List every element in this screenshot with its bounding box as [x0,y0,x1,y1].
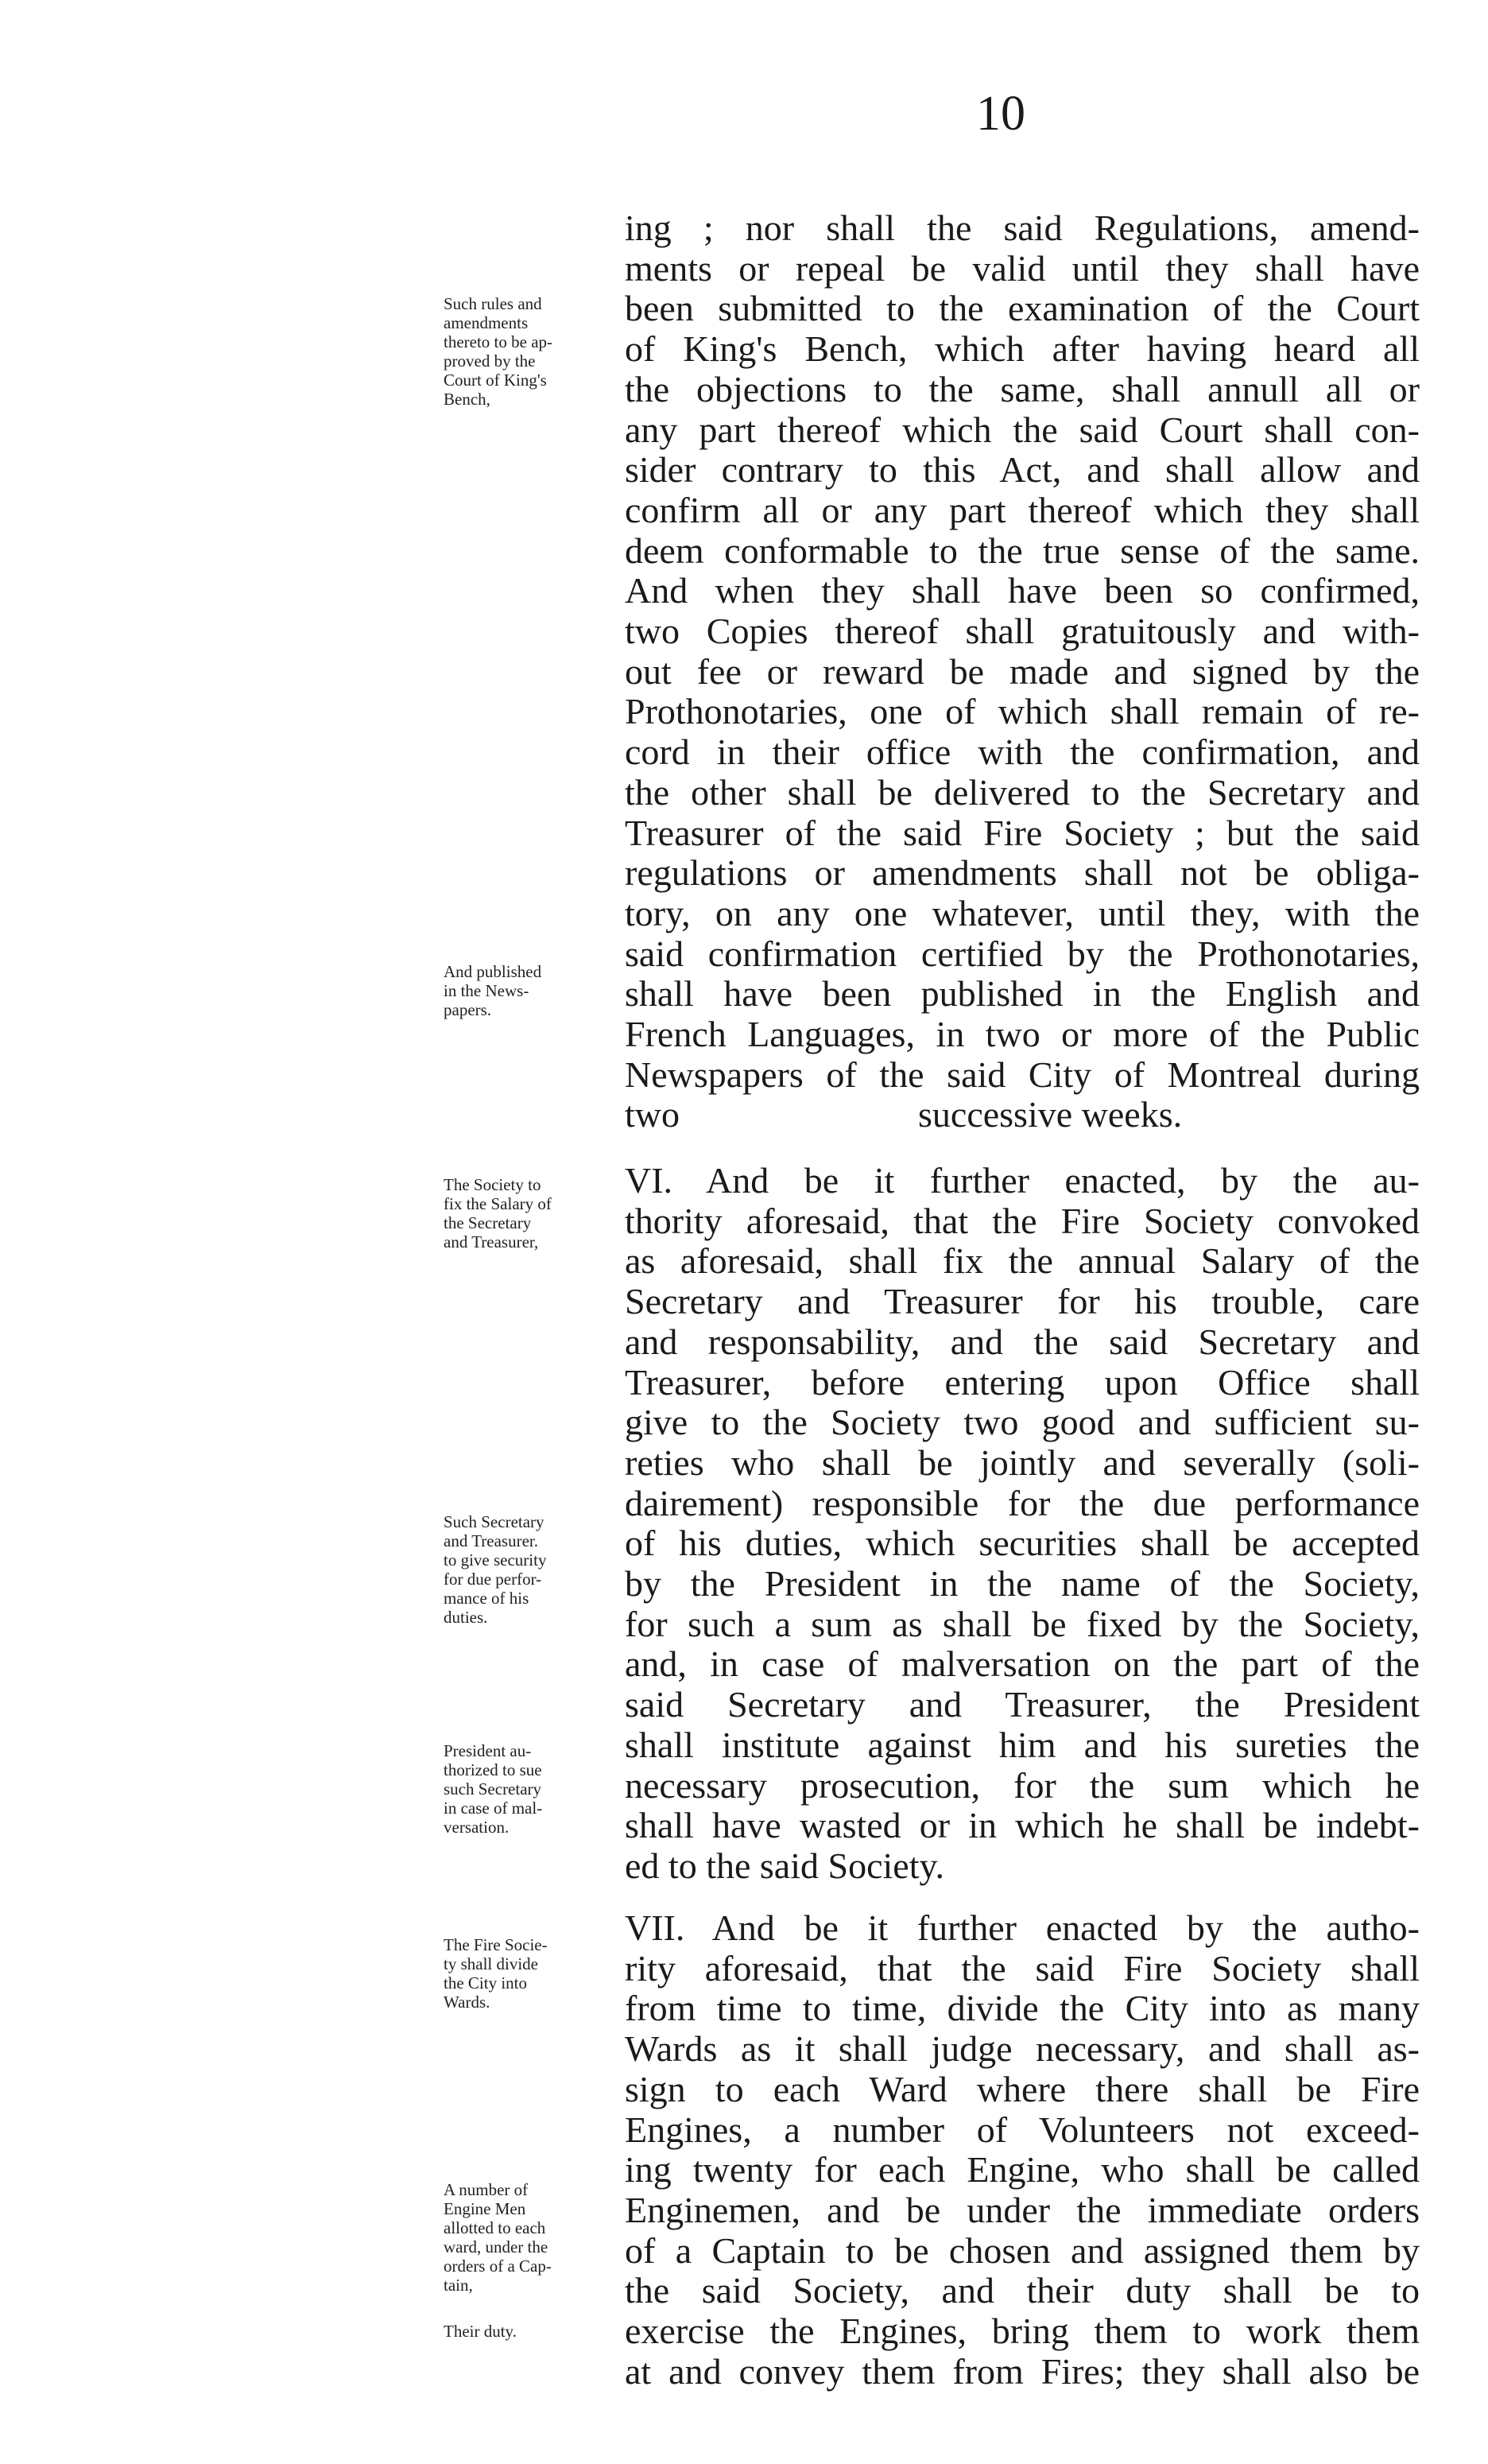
text-line: and, in case of malversation on the part of the [625,1643,1420,1685]
text-line: Treasurer of the said Fire Society ; but the said [625,812,1420,853]
text-line: two Copies thereof shall gratuitously and with- [625,611,1420,652]
text-line: shall institute against him and his sureties the [625,1724,1420,1765]
margin-note-line: amendments [444,313,529,332]
margin-note-line: Their duty. [444,2322,517,2341]
margin-note-line: A number of [444,2180,529,2199]
margin-note-line: ward, under the [444,2237,548,2256]
text-line: sider contrary to this Act, and shall allow and [625,449,1420,491]
margin-note-security [444,1512,610,1627]
margin-note-line: The Society to [444,1175,541,1194]
margin-note-line: papers. [444,1000,492,1019]
text-line: of a Captain to be chosen and assigned them by [625,2229,1420,2271]
margin-note-line: proved by the [444,351,536,371]
margin-note-line: such Secretary [444,1779,542,1799]
text-line: said Secretary and Treasurer, the President [625,1684,1420,1725]
margin-note-enginemen [444,2180,610,2295]
text-line: Prothonotaries, one of which shall remain of re- [625,691,1420,732]
text-line: shall have been published in the English and [625,973,1420,1015]
text-line: been submitted to the examination of the Court [625,288,1420,329]
text-line: any part thereof which the said Court shall con- [625,409,1420,450]
margin-note-line: thorized to sue [444,1760,542,1779]
text-line: dairement) responsible for the due performance [625,1482,1420,1523]
text-line: Newspapers of the said City of Montreal during [625,1054,1420,1095]
margin-note-line: Engine Men [444,2199,526,2218]
margin-note-line: Court of King's [444,371,547,390]
margin-note-line: Bench, [444,390,490,409]
margin-note-line: duties. [444,1608,488,1627]
text-line: reties who shall be jointly and severally (soli- [625,1442,1420,1483]
margin-note-wards [444,1935,610,2012]
text-line: ments or repeal be valid until they shall have [625,247,1420,289]
text-line: cord in their office with the confirmation, and [625,731,1420,773]
text-line: exercise the Engines, bring them to work them [625,2311,1420,2352]
text-line: French Languages, in two or more of the Public [625,1014,1420,1055]
margin-note-rules-approved [444,294,610,409]
text-line: as aforesaid, shall fix the annual Salary of the [625,1240,1420,1282]
text-line: VI. And be it further enacted, by the au- [625,1160,1420,1201]
text-line: deem conformable to the true sense of the same. [625,530,1420,571]
text-line: shall have wasted or in which he shall be indebt- [625,1805,1420,1846]
text-line: Enginemen, and be under the immediate orders [625,2189,1420,2230]
margin-note-line: fix the Salary of [444,1194,552,1213]
text-line: at and convey them from Fires; they shall also be [625,2350,1420,2392]
text-line: of his duties, which securities shall be accepted [625,1523,1420,1564]
margin-note-line: President au- [444,1741,532,1760]
text-line: tory, on any one whatever, until they, with the [625,892,1420,933]
text-line: ing ; nor shall the said Regulations, amend- [625,208,1420,248]
margin-note-line: Wards. [444,1993,490,2012]
text-line: necessary prosecution, for the sum which he [625,1764,1420,1806]
text-line: said confirmation certified by the Prothonotaries, [625,933,1420,974]
text-line: give to the Society two good and sufficient su- [625,1402,1420,1443]
text-line: And when they shall have been so confirmed, [625,570,1420,611]
text-line: Wards as it shall judge necessary, and shall as- [625,2028,1420,2070]
text-line: Treasurer, before entering upon Office shall [625,1361,1420,1403]
continuation-paragraph [625,208,1420,1135]
margin-note-line: the City into [444,1973,527,1993]
margin-note-line: And published [444,962,542,981]
text-line: Secretary and Treasurer for his trouble, care [625,1281,1420,1322]
text-fragment: successive weeks. [918,1094,1183,1135]
text-line: of King's Bench, which after having heard all [625,328,1420,370]
text-line: VII. And be it further enacted by the autho- [625,1907,1420,1948]
text-line: sign to each Ward where there shall be Fire [625,2068,1420,2109]
margin-note-line: Such rules and [444,294,542,313]
margin-note-line: thereto to be ap- [444,332,553,351]
text-line: confirm all or any part thereof which they shall [625,489,1420,530]
text-line: thority aforesaid, that the Fire Society convoked [625,1200,1420,1241]
margin-note-line: mance of his [444,1589,529,1608]
text-line: the said Society, and their duty shall be to [625,2270,1420,2311]
margin-note-line: for due perfor- [444,1570,542,1589]
text-line: by the President in the name of the Society, [625,1563,1420,1605]
section-vii-paragraph [625,1908,1420,2392]
margin-note-line: to give security [444,1550,547,1570]
text-line: the other shall be delivered to the Secretary and [625,771,1420,813]
text-line: regulations or amendments shall not be obliga- [625,852,1420,894]
text-line: out fee or reward be made and signed by the [625,650,1420,692]
text-line: ing twenty for each Engine, who shall be called [625,2149,1420,2190]
text-line: from time to time, divide the City into as many [625,1988,1420,2029]
margin-note-line: orders of a Cap- [444,2256,552,2276]
margin-note-line: tain, [444,2276,473,2295]
margin-note-salary [444,1175,610,1251]
text-line: and responsability, and the said Secretary and [625,1321,1420,1362]
margin-note-line: ty shall divide [444,1954,538,1973]
margin-note-line: in the News- [444,981,529,1000]
margin-note-line: in case of mal- [444,1799,543,1818]
margin-note-line: the Secretary [444,1213,532,1232]
margin-note-published [444,962,610,1019]
margin-note-line: allotted to each [444,2218,546,2237]
text-line: for such a sum as shall be fixed by the Society, [625,1603,1420,1644]
margin-note-line: versation. [444,1818,510,1837]
margin-note-line: Such Secretary [444,1512,544,1531]
section-vi-paragraph [625,1161,1420,1887]
text-line: the objections to the same, shall annull all or [625,368,1420,409]
text-line: rity aforesaid, that the said Fire Society shall [625,1947,1420,1989]
margin-note-line: and Treasurer. [444,1531,538,1550]
page-number: 10 [976,87,1025,141]
text-line: ed to the said Society. [625,1845,944,1886]
margin-note-duty [444,2322,610,2341]
text-fragment: two [625,1094,680,1135]
text-line [625,1095,1420,1135]
text-line: Engines, a number of Volunteers not exceed- [625,2109,1420,2150]
margin-note-president-sue [444,1741,610,1837]
margin-note-line: and Treasurer, [444,1232,539,1251]
margin-note-line: The Fire Socie- [444,1935,548,1954]
